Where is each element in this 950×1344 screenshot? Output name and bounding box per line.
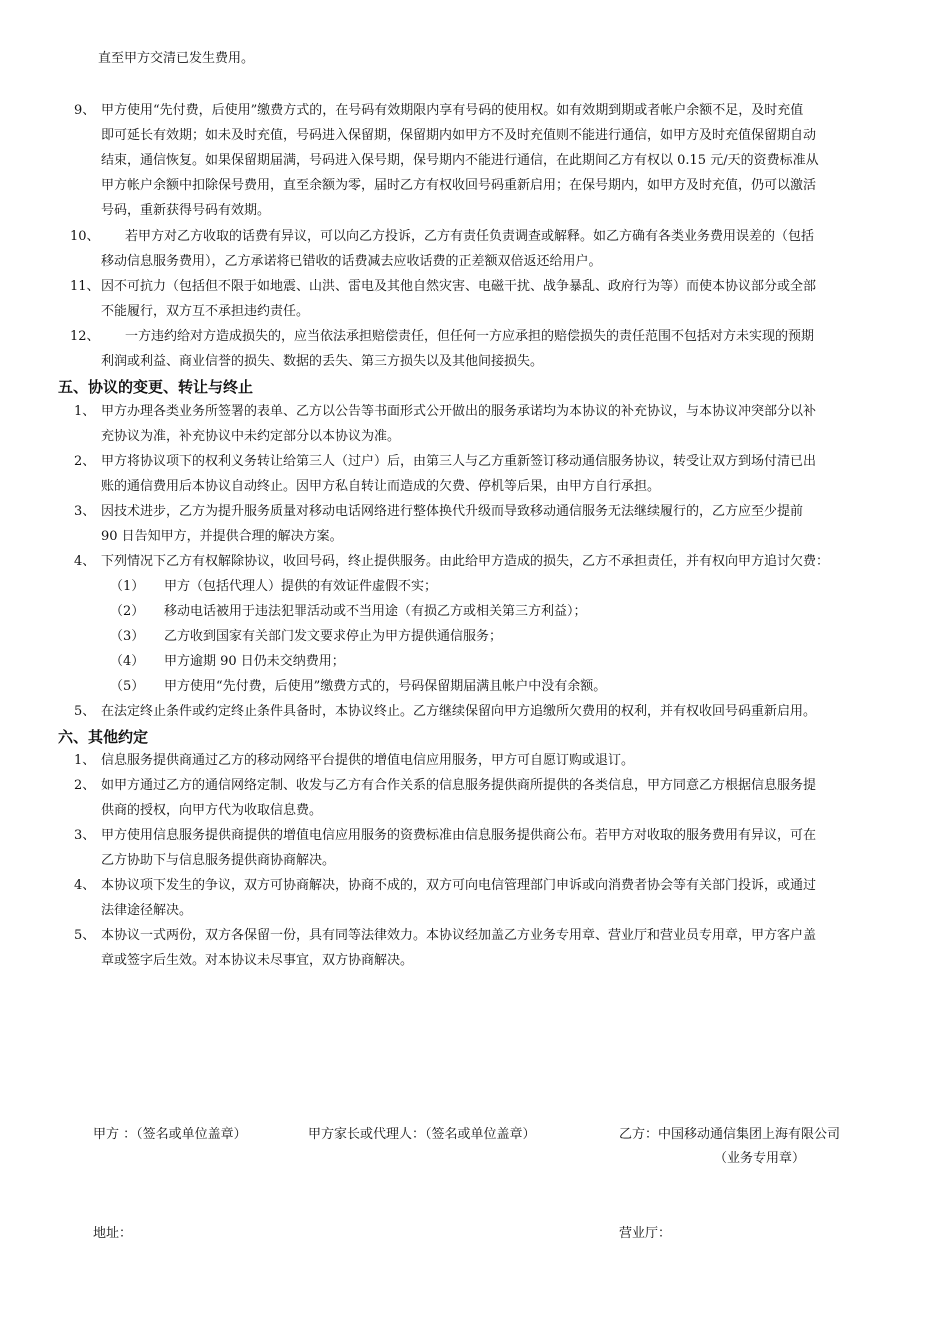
subitem-text: 甲方逾期 90 日仍未交纳费用； [164,654,345,669]
section-heading: 五、协议的变更、转让与终止 [58,378,254,396]
clause-text: 乙方协助下与信息服务提供商协商解决。 [101,853,336,868]
party-b-label: 乙方：中国移动通信集团上海有限公司 [619,1127,841,1142]
clause-text: 结束，通信恢复。如果保留期届满，号码进入保号期，保号期内不能进行通信，在此期间乙方有权以 0.15 元/天的资费标准从 [101,153,819,168]
item-number: 12、 [70,329,100,344]
clause-text: 甲方使用信息服务提供商提供的增值电信应用服务的资费标准由信息服务提供商公布。若甲方对收取的服务费用有异议，可在 [101,828,817,843]
subitem-text: 甲方（包括代理人）提供的有效证件虚假不实； [164,579,438,594]
item-number: 5、 [74,928,96,943]
clause-text: 章或签字后生效。对本协议未尽事宜，双方协商解决。 [101,953,414,968]
clause-text: 甲方使用“先付费，后使用”缴费方式的，在号码有效期限内享有号码的使用权。如有效期到期或者帐户余额不足，及时充值 [101,103,804,118]
clause-text: 甲方办理各类业务所签署的表单、乙方以公告等书面形式公开做出的服务承诺均为本协议的补充协议，与本协议冲突部分以补 [101,404,817,419]
item-number: 2、 [74,454,96,469]
clause-text: 信息服务提供商通过乙方的移动网络平台提供的增值电信应用服务，甲方可自愿订购或退订。 [101,753,635,768]
clause-text: 甲方将协议项下的权利义务转让给第三人（过户）后，由第三人与乙方重新签订移动通信服务协议，转受让双方到场付清已出 [101,454,817,469]
item-number: 3、 [74,828,96,843]
clause-text: 充协议为准，补充协议中未约定部分以本协议为准。 [101,429,401,444]
clause-text: 因不可抗力（包括但不限于如地震、山洪、雷电及其他自然灾害、电磁干扰、战争暴乱、政府行为等）而使本协议部分或全部 [101,279,817,294]
clause-text: 不能履行，双方互不承担违约责任。 [101,304,310,319]
item-number: 2、 [74,778,96,793]
clause-text: 若甲方对乙方收取的话费有异议，可以向乙方投诉，乙方有责任负责调查或解释。如乙方确有各类业务费用误差的（包括 [125,229,815,244]
item-number: 1、 [74,753,96,768]
clause-text: 本协议一式两份，双方各保留一份，具有同等法律效力。本协议经加盖乙方业务专用章、营业厅和营业员专用章，甲方客户盖 [101,928,817,943]
guardian-signature-label: 甲方家长或代理人：（签名或单位盖章） [308,1127,536,1142]
clause-text: 如甲方通过乙方的通信网络定制、收发与乙方有合作关系的信息服务提供商所提供的各类信息，甲方同意乙方根据信息服务提 [101,778,817,793]
item-number: 1、 [74,404,96,419]
section-heading: 六、其他约定 [58,728,149,746]
clause-text: 在法定终止条件或约定终止条件具备时，本协议终止。乙方继续保留向甲方追缴所欠费用的权利，并有权收回号码重新启用。 [101,704,817,719]
subitem-text: 移动电话被用于违法犯罪活动或不当用途（有损乙方或相关第三方利益）； [164,604,587,619]
subitem-text: 甲方使用“先付费，后使用”缴费方式的，号码保留期届满且帐户中没有余额。 [164,679,607,694]
subitem-number: （1） [110,579,145,594]
clause-text: 号码，重新获得号码有效期。 [101,203,271,218]
item-number: 4、 [74,878,96,893]
subitem-text: 乙方收到国家有关部门发文要求停止为甲方提供通信服务； [164,629,503,644]
clause-text: 因技术进步，乙方为提升服务质量对移动电话网络进行整体换代升级而导致移动通信服务无法继续履行的，乙方应至少提前 [101,504,804,519]
item-number: 3、 [74,504,96,519]
party-b-seal-label: （业务专用章） [714,1151,806,1166]
subitem-number: （3） [110,629,145,644]
item-number: 5、 [74,704,96,719]
business-hall-label: 营业厅： [619,1226,672,1241]
party-a-signature-label: 甲方 ：（签名或单位盖章） [93,1127,247,1142]
subitem-number: （5） [110,679,145,694]
clause-text: 移动信息服务费用），乙方承诺将已错收的话费减去应收话费的正差额双倍返还给用户。 [101,254,602,269]
subitem-number: （4） [110,654,145,669]
item-number: 11、 [70,279,100,294]
clause-text: 90 日告知甲方，并提供合理的解决方案。 [101,529,343,544]
item-number: 10、 [70,229,100,244]
continuation-text: 直至甲方交清已发生费用。 [98,51,255,66]
item-number: 4、 [74,554,96,569]
address-label: 地址： [93,1226,133,1241]
clause-text: 本协议项下发生的争议，双方可协商解决，协商不成的，双方可向电信管理部门申诉或向消费者协会等有关部门投诉，或通过 [101,878,817,893]
item-number: 9、 [74,103,96,118]
clause-text: 利润或利益、商业信誉的损失、数据的丢失、第三方损失以及其他间接损失。 [101,354,544,369]
clause-text: 法律途径解决。 [101,903,193,918]
clause-text: 即可延长有效期；如未及时充值，号码进入保留期，保留期内如甲方不及时充值则不能进行通信，如甲方及时充值保留期自动 [101,128,817,143]
subitem-number: （2） [110,604,145,619]
clause-text: 甲方帐户余额中扣除保号费用，直至余额为零，届时乙方有权收回号码重新启用；在保号期内，如甲方及时充值，仍可以激活 [101,178,817,193]
clause-text: 账的通信费用后本协议自动终止。因甲方私自转让而造成的欠费、停机等后果，由甲方自行承担。 [101,479,661,494]
clause-text: 一方违约给对方造成损失的，应当依法承担赔偿责任，但任何一方应承担的赔偿损失的责任范围不包括对方未实现的预期 [125,329,815,344]
clause-text: 供商的授权，向甲方代为收取信息费。 [101,803,323,818]
clause-text: 下列情况下乙方有权解除协议，收回号码，终止提供服务。由此给甲方造成的损失，乙方不承担责任，并有权向甲方追讨欠费： [101,554,830,569]
